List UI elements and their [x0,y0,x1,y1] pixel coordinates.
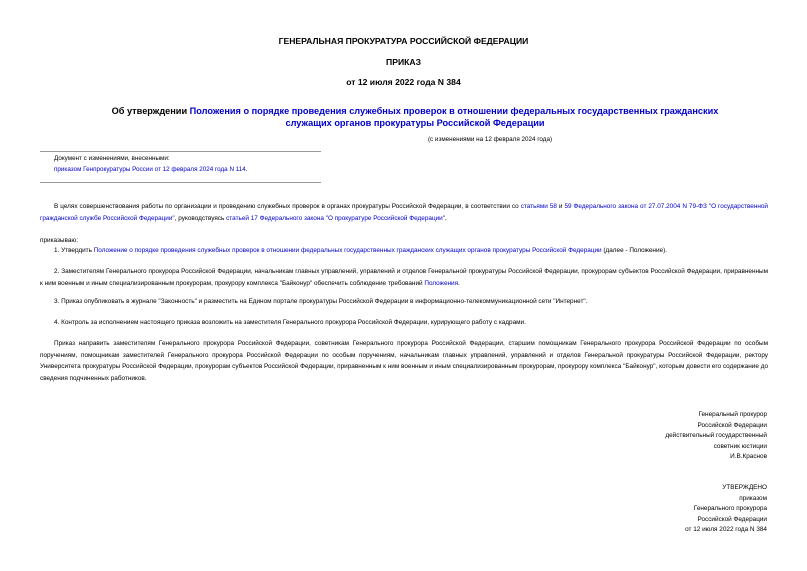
signature-line: советник юстиции [713,442,767,450]
item-2 [40,266,768,289]
approval-line: от 12 июля 2022 года N 384 [685,526,767,534]
preamble-text-2: и [556,203,565,210]
changes-doc-line [54,166,248,173]
link-law-79fz[interactable]: 59 Федерального закона от 27.07.2004 N 79-ФЗ "О государственной гражданской службе Российской Федерации" [40,203,769,222]
preamble [40,201,768,224]
approval-line: приказом [739,494,767,502]
signature-block [567,410,767,463]
org-name: ГЕНЕРАЛЬНАЯ ПРОКУРАТУРА РОССИЙСКОЙ ФЕДЕРАЦИИ [278,36,529,46]
doc-date-number: от 12 июля 2022 года N 384 [346,77,461,87]
title-prefix: Об утверждении [111,106,190,116]
link-art-58[interactable]: статьями 58 [520,203,557,210]
changes-doc-end: . [245,166,248,173]
link-art-17[interactable]: статьей 17 Федерального закона "О прокуратуре Российской Федерации" [226,214,446,222]
doc-title [90,105,740,129]
item-2-end: . [458,279,460,287]
item-2-text: 2. Заместителям Генерального прокурора Российской Федерации, начальникам главных управлений, управлений и отделов Генеральной прокуратуры Российской Федерации, прокурорам субъектов Российской Федерации, приравненным к ним военным и иным специализированным прокурорам, прокурору комплекса "Байконур" обеспечить соблюдение требований [40,268,768,287]
doc-type: ПРИКАЗ [386,57,421,67]
divider-bottom [40,182,321,183]
divider-top [40,151,321,152]
signature-line: Генеральный прокурор [698,411,767,418]
signature-line: Российской Федерации [697,421,767,429]
title-link[interactable]: Положения о порядке проведения служебных проверок в отношении федеральных государственных гражданских служащих органов прокуратуры Российской Федерации [189,106,719,128]
approval-line: Генерального прокурора [693,505,767,513]
item-1 [40,245,768,257]
changes-doc-link[interactable]: приказом Генпрокуратуры России от 12 февраля 2024 года N 114 [54,166,246,173]
approval-line: УТВЕРЖДЕНО [722,484,767,491]
preamble-text-3: , руководствуясь [174,214,227,222]
approval-block [567,483,767,536]
item-1-text: 1. Утвердить [54,247,94,254]
item-4: 4. Контроль за исполнением настоящего приказа возложить на заместителя Генерального прокурора Российской Федерации, курирующего работу с кадрами. [54,319,526,326]
orders-word: приказываю: [40,237,78,244]
preamble-text-1: В целях совершенствования работы по организации и проведению служебных проверок в органах прокуратуры Российской Федерации, в соответствии со [54,203,521,210]
item-1-end: (далее - Положение). [601,247,667,254]
distribution-paragraph: Приказ направить заместителям Генерального прокурора Российской Федерации, советникам Генерального прокурора Российской Федерации, старшим помощникам Генерального прокурора Российской Федерации по особым поручениям, помощникам заместителей Генерального прокурора Российской Федерации по особым поручениям, начальникам главных управлений, управлений и отделов Генеральной прокуратуры Российской Федерации, ректору Университета прокуратуры Российской Федерации, прокурорам субъектов Российской Федерации, приравненным к ним военным и иным специализированным прокурорам, прокурору комплекса "Байконур", которым довести его содержание до сведения подчиненных работников. [40,340,768,382]
link-regulation-2[interactable]: Положения [424,279,459,287]
link-regulation[interactable]: Положение о порядке проведения служебных проверок в отношении федеральных государственных гражданских служащих органов прокуратуры Российской Федерации [93,247,602,254]
signature-line: действительный государственный [665,432,767,440]
signature-name: И.В.Краснов [730,453,767,461]
amendment-note: (с изменениями на 12 февраля 2024 года) [427,136,553,143]
approval-line: Российской Федерации [697,515,767,523]
item-3: 3. Приказ опубликовать в журнале "Законность" и разместить на Едином портале прокуратуры Российской Федерации в информационно-телекоммуникационной сети "Интернет". [54,298,588,305]
preamble-text-4: , [445,214,447,222]
changes-doc-label: Документ с изменениями, внесенными: [54,155,170,162]
